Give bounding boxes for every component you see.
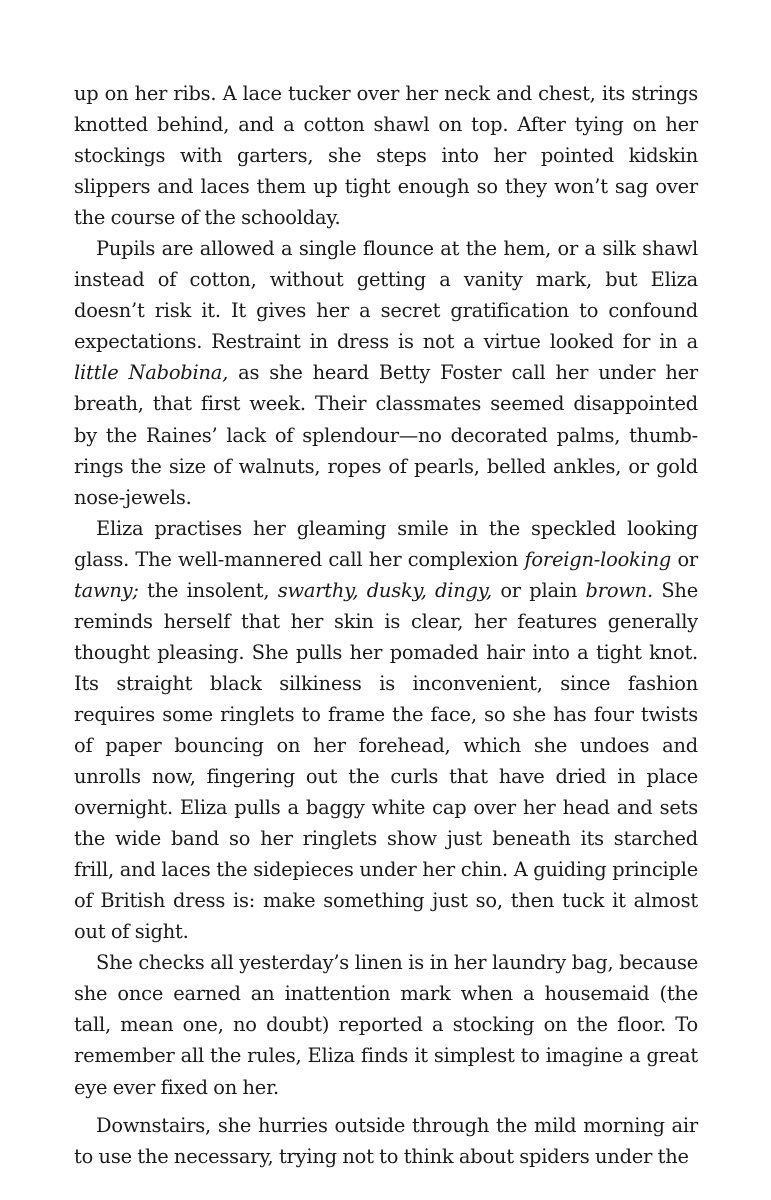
text-segment: as she heard Betty Foster call her under her breath, that first week. Their classmates seemed disappointed by the Raines’ lack of splendour—no decorated palms, thumb-rings the size of walnuts, ropes of pearls, belled ankles, or gold nose-jewels.	[74, 361, 698, 509]
book-page	[74, 78, 698, 1172]
text-segment: Eliza practises her gleaming smile in the speckled looking glass. The well-mannered call her complexion	[74, 516, 698, 571]
text-segment: She checks all yesterday’s linen is in her laundry bag, because she once earned an inattention mark when a housemaid (the tall, mean one, no doubt) reported a stocking on the floor. To remember all the rules, Eliza finds it simplest to imagine a great eye ever fixed on her.	[74, 951, 698, 1099]
paragraph-5	[74, 1110, 698, 1172]
italic-segment: little Nabobina,	[74, 361, 229, 385]
text-segment: Downstairs, she hurries outside through the mild morning air to use the necessary, trying not to think about spiders under the	[74, 1113, 698, 1168]
text-segment: or plain	[491, 578, 586, 602]
text-segment: or	[671, 547, 698, 571]
text-segment: the insolent,	[138, 578, 278, 602]
italic-segment: tawny;	[74, 578, 139, 602]
paragraph-4	[74, 947, 698, 1102]
text-segment: Pupils are allowed a single flounce at the hem, or a silk shawl instead of cotton, without getting a vanity mark, but Eliza doesn’t risk it. It gives her a secret gratification to confound expectations. Restraint in dress is not a virtue looked for in a	[74, 237, 698, 354]
italic-segment: brown.	[585, 578, 653, 602]
italic-segment: foreign-looking	[524, 547, 672, 571]
paragraph-3	[74, 513, 698, 948]
paragraph-1	[74, 78, 698, 233]
paragraph-2	[74, 233, 698, 512]
text-segment: She reminds herself that her skin is clear, her features generally thought pleasing. She pulls her pomaded hair into a tight knot. Its straight black silkiness is inconvenient, since fashion requires some ringlets to frame the face, so she has four twists of paper bouncing on her forehead, which she undoes and unrolls now, fingering out the curls that have dried in place overnight. Eliza pulls a baggy white cap over her head and sets the wide band so her ringlets show just beneath its starched frill, and laces the sidepieces under her chin. A guiding principle of British dress is: make something just so, then tuck it almost out of sight.	[74, 578, 698, 944]
italic-segment: swarthy, dusky, dingy,	[277, 578, 492, 602]
text-segment: up on her ribs. A lace tucker over her neck and chest, its strings knotted behind, and a cotton shawl on top. After tying on her stockings with garters, she steps into her pointed kidskin slippers and laces them up tight enough so they won’t sag over the course of the schoolday.	[74, 82, 698, 230]
